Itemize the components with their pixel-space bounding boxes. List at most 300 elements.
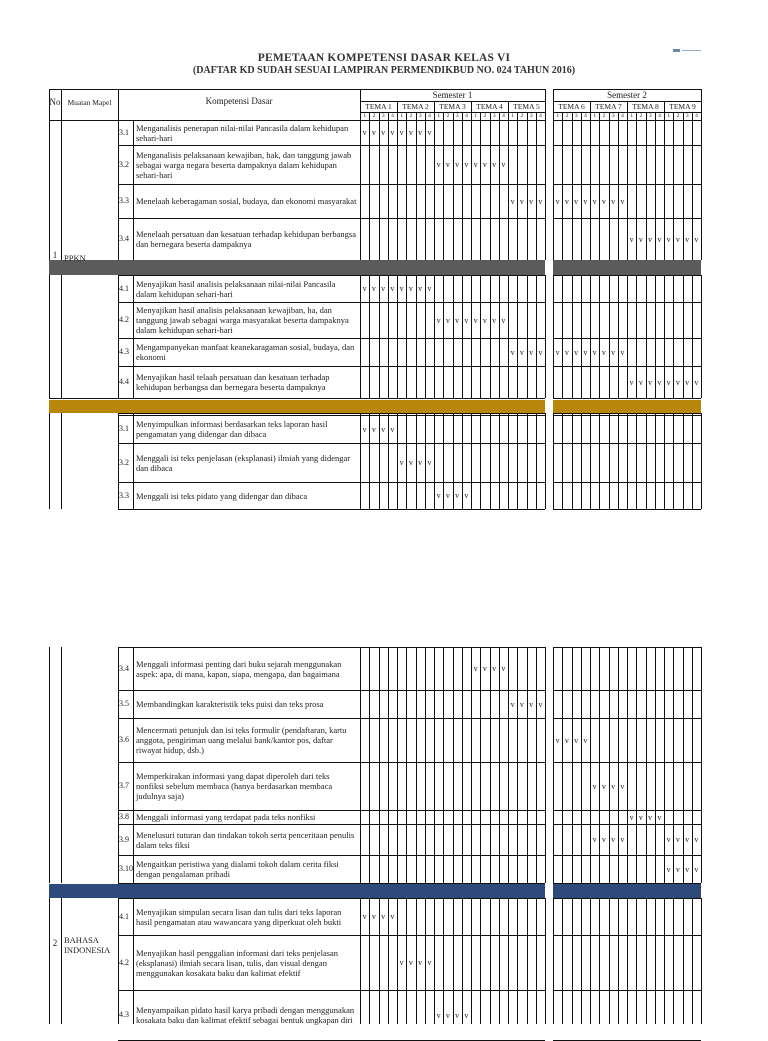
week-mark: v: [399, 458, 404, 467]
grid-line: [61, 647, 62, 883]
row-line: [553, 302, 701, 303]
grid-line: [443, 647, 444, 883]
week-number: 4: [658, 113, 661, 119]
grid-line: [536, 275, 537, 398]
week-mark: v: [381, 284, 386, 293]
grid-line: [379, 120, 380, 260]
week-mark: v: [601, 196, 606, 206]
page-subtitle: (DAFTAR KD SUDAH SESUAI LAMPIRAN PERMENDIKBUD NO. 024 TAHUN 2016): [192, 65, 576, 76]
week-mark: v: [620, 781, 625, 791]
separator-gap: [545, 260, 553, 275]
week-number: 4: [465, 113, 468, 119]
week-number: 4: [539, 113, 542, 119]
grid-line: [581, 413, 582, 509]
grid-line: [618, 647, 619, 883]
grid-line: [599, 275, 600, 398]
kd-description: Menyampaikan pidato hasil karya pribadi dengan menggunakan kosakata baku dan kalimat efektif sebagai bentuk ungkapan diri: [136, 1005, 355, 1025]
grid-line: [609, 275, 610, 398]
grid-line: [490, 275, 491, 398]
row-line: [553, 509, 701, 510]
week-mark: v: [427, 958, 432, 967]
week-number: 4: [584, 113, 587, 119]
week-mark: v: [510, 347, 515, 357]
grid-line: [599, 647, 600, 883]
grid-line: [462, 898, 463, 1024]
week-number: 1: [437, 113, 440, 119]
grid-line: [545, 413, 546, 509]
kd-code: 4.1: [119, 283, 129, 293]
week-number: 1: [667, 113, 670, 119]
kd-description: Mengampanyekan manfaat keanekaragaman sosial, budaya, dan ekonomi: [136, 342, 355, 362]
row-line: [118, 509, 545, 510]
week-mark: v: [390, 912, 395, 921]
week-number: 4: [502, 113, 505, 119]
week-number: 2: [446, 113, 450, 119]
week-mark: v: [501, 160, 506, 169]
week-mark: v: [648, 812, 653, 822]
col-header-kd: Kompetensi Dasar: [205, 96, 273, 106]
grid-line: [379, 647, 380, 883]
grid-line: [61, 413, 62, 509]
grid-line: [692, 413, 693, 509]
header-line: [553, 112, 554, 120]
grid-line: [527, 413, 528, 509]
week-mark: v: [482, 160, 487, 169]
week-mark: v: [529, 347, 534, 357]
week-number: 3: [685, 113, 689, 119]
kd-description: Menelusuri tuturan dan tindakan tokoh serta penceritaan penulis dalam teks fiksi: [136, 829, 355, 850]
week-mark: v: [620, 347, 625, 357]
grid-line: [599, 898, 600, 1024]
grid-line: [508, 898, 509, 1024]
week-number: 2: [676, 113, 680, 119]
grid-line: [683, 413, 684, 509]
header-line: [692, 112, 693, 120]
header-line: [664, 112, 665, 120]
tema-header: TEMA 1: [365, 102, 392, 111]
section-separator: [49, 260, 701, 275]
week-mark: v: [510, 699, 515, 709]
grid-line: [636, 647, 637, 883]
week-mark: v: [529, 699, 534, 709]
week-mark: v: [510, 196, 515, 206]
grid-line: [655, 898, 656, 1024]
row-line: [553, 145, 701, 146]
week-mark: v: [611, 835, 616, 844]
header-line: [388, 112, 389, 120]
grid-line: [701, 413, 702, 509]
row-line: [118, 413, 545, 414]
grid-line: [49, 647, 50, 883]
week-mark: v: [611, 347, 616, 357]
kd-code: 3.5: [119, 699, 129, 708]
grid-line: [536, 898, 537, 1024]
grid-line: [545, 275, 546, 398]
week-number: 3: [529, 113, 533, 119]
subject-number: 2: [52, 938, 58, 948]
header-line: [508, 112, 509, 120]
week-mark: v: [675, 835, 680, 844]
kd-description: Menyajikan hasil telaah persatuan dan kesatuan terhadap kehidupan berbangsa dan bernegara beserta dampaknya: [136, 372, 330, 392]
grid-line: [517, 413, 518, 509]
row-line: [49, 398, 545, 399]
week-number: 4: [391, 113, 394, 119]
row-line: [553, 810, 701, 811]
grid-line: [397, 120, 398, 260]
row-line: [553, 366, 701, 367]
grid-line: [673, 413, 674, 509]
week-mark: v: [390, 284, 395, 293]
week-mark: v: [666, 864, 671, 874]
section-separator: [49, 884, 701, 898]
grid-line: [562, 647, 563, 883]
row-line: [553, 718, 701, 719]
week-mark: v: [362, 284, 367, 293]
row-line: [553, 218, 701, 219]
row-line: [553, 184, 701, 185]
subject-separator: [49, 400, 701, 413]
grid-line: [618, 120, 619, 260]
week-mark: v: [408, 128, 413, 137]
grid-line: [553, 898, 554, 1024]
grid-line: [471, 275, 472, 398]
grid-line: [61, 275, 62, 398]
grid-line: [618, 898, 619, 1024]
week-number: 3: [418, 113, 422, 119]
week-mark: v: [371, 912, 376, 921]
header-line: [434, 101, 435, 112]
week-number: 3: [381, 113, 385, 119]
grid-line: [416, 120, 417, 260]
kd-description: Menggali isi teks penjelasan (eksplanasi) ilmiah yang didengar dan dibaca: [136, 452, 351, 473]
kd-description: Membandingkan karakteristik teks puisi dan teks prosa: [136, 699, 324, 709]
kd-code: 3.8: [119, 812, 129, 821]
week-mark: v: [694, 864, 699, 874]
grid-line: [692, 898, 693, 1024]
week-mark: v: [492, 315, 497, 325]
week-mark: v: [408, 958, 413, 967]
header-line: [636, 112, 637, 120]
grid-line: [618, 275, 619, 398]
grid-line: [480, 120, 481, 260]
week-mark: v: [427, 284, 432, 293]
grid-line: [646, 898, 647, 1024]
week-mark: v: [601, 347, 606, 357]
grid-line: [683, 647, 684, 883]
header-line: [572, 112, 573, 120]
week-mark: v: [399, 128, 404, 137]
kd-description: Menganalisis pelaksanaan kewajiban, hak, dan tanggung jawab sebagai warga negara beserta dampaknya dalam kehidupan sehari-hari: [136, 149, 352, 180]
grid-line: [499, 275, 500, 398]
week-mark: v: [371, 128, 376, 137]
week-mark: v: [638, 812, 643, 822]
grid-line: [406, 647, 407, 883]
grid-line: [572, 647, 573, 883]
week-mark: v: [418, 128, 423, 137]
week-mark: v: [381, 912, 386, 921]
week-mark: v: [685, 864, 690, 874]
grid-line: [618, 413, 619, 509]
grid-line: [490, 413, 491, 509]
kd-description: Menyimpulkan informasi berdasarkan teks laporan hasil pengamatan yang didengar dan dibaca: [136, 419, 328, 439]
week-mark: v: [455, 315, 460, 325]
row-line: [553, 762, 701, 763]
grid-line: [453, 275, 454, 398]
grid-line: [553, 120, 554, 260]
week-mark: v: [482, 315, 487, 325]
header-line: [490, 112, 491, 120]
grid-line: [49, 275, 50, 398]
tema-header: TEMA 7: [595, 102, 622, 111]
kd-code: 3.1: [119, 424, 129, 433]
kd-description: Memperkirakan informasi yang dapat diperoleh dari teks nonfiksi sebelum membaca (hanya berdasarkan membaca judulnya saja): [136, 771, 333, 801]
grid-line: [636, 413, 637, 509]
header-line: [517, 112, 518, 120]
grid-line: [673, 647, 674, 883]
grid-line: [480, 898, 481, 1024]
grid-line: [609, 413, 610, 509]
week-mark: v: [538, 347, 543, 357]
subject-name: PPKN: [64, 253, 86, 263]
grid-line: [701, 647, 702, 883]
header-line: [627, 112, 628, 120]
week-mark: v: [629, 377, 634, 387]
header-line: [480, 112, 481, 120]
header-line: [599, 112, 600, 120]
grid-line: [49, 120, 50, 260]
week-number: 1: [511, 113, 514, 119]
grid-line: [562, 275, 563, 398]
header-line: [471, 101, 472, 112]
tema-header: TEMA 3: [439, 102, 466, 111]
header-line: [434, 112, 435, 120]
header-line: [360, 112, 361, 120]
header-line: [527, 112, 528, 120]
grid-line: [471, 898, 472, 1024]
grid-line: [406, 120, 407, 260]
week-mark: v: [492, 160, 497, 169]
grid-line: [360, 275, 361, 398]
grid-line: [425, 275, 426, 398]
header-line: [453, 112, 454, 120]
grid-line: [443, 120, 444, 260]
grid-line: [369, 120, 370, 260]
grid-line: [517, 120, 518, 260]
grid-line: [636, 898, 637, 1024]
week-mark: v: [694, 234, 699, 244]
row-line: [553, 824, 701, 825]
grid-line: [627, 413, 628, 509]
header-line: [609, 112, 610, 120]
grid-line: [655, 647, 656, 883]
week-mark: v: [620, 835, 625, 844]
tema-header: TEMA 8: [632, 102, 659, 111]
week-number: 2: [372, 113, 376, 119]
kd-code: 3.7: [119, 781, 129, 790]
grid-line: [553, 413, 554, 509]
grid-line: [627, 647, 628, 883]
week-mark: v: [399, 958, 404, 967]
grid-line: [627, 898, 628, 1024]
header-line: [471, 112, 472, 120]
grid-line: [692, 647, 693, 883]
separator-gap: [545, 400, 553, 413]
week-mark: v: [464, 491, 469, 500]
week-mark: v: [694, 377, 699, 387]
week-mark: v: [381, 424, 386, 434]
kd-code: 4.3: [119, 1010, 129, 1019]
grid-line: [434, 898, 435, 1024]
grid-line: [553, 275, 554, 398]
week-mark: v: [666, 377, 671, 387]
grid-line: [599, 120, 600, 260]
week-mark: v: [445, 491, 450, 500]
grid-line: [480, 275, 481, 398]
week-number: 1: [593, 113, 596, 119]
week-mark: v: [648, 234, 653, 244]
week-mark: v: [519, 196, 524, 206]
week-number: 1: [556, 113, 559, 119]
header-line: [508, 101, 509, 112]
header-line: [379, 112, 380, 120]
week-mark: v: [464, 1010, 469, 1020]
week-mark: v: [675, 377, 680, 387]
week-mark: v: [473, 664, 478, 673]
week-number: 2: [565, 113, 569, 119]
grid-line: [527, 898, 528, 1024]
subject-number: 1: [52, 250, 58, 260]
col-header-no: No: [49, 97, 61, 107]
grid-line: [471, 413, 472, 509]
header-line: [360, 101, 361, 112]
grid-line: [590, 413, 591, 509]
grid-line: [581, 898, 582, 1024]
header-line: [581, 112, 582, 120]
grid-line: [369, 275, 370, 398]
kd-code: 4.1: [119, 911, 129, 921]
row-line: [553, 898, 701, 899]
header-line: [545, 112, 546, 120]
kd-code: 3.10: [119, 864, 133, 873]
grid-line: [360, 647, 361, 883]
week-mark: v: [381, 128, 386, 137]
grid-line: [527, 647, 528, 883]
week-mark: v: [445, 1010, 450, 1020]
week-mark: v: [473, 160, 478, 169]
week-mark: v: [657, 234, 662, 244]
grid-line: [599, 413, 600, 509]
week-mark: v: [538, 196, 543, 206]
grid-line: [453, 120, 454, 260]
week-mark: v: [620, 196, 625, 206]
week-mark: v: [638, 234, 643, 244]
grid-line: [562, 898, 563, 1024]
kd-description: Menyajikan hasil analisis pelaksanaan kewajiban, ha, dan tanggung jawab sebagai warga masyarakat beserta dampaknya dalam kehidupan sehari-hari: [136, 305, 349, 335]
grid-line: [664, 898, 665, 1024]
grid-line: [508, 413, 509, 509]
grid-line: [590, 898, 591, 1024]
week-mark: v: [592, 196, 597, 206]
week-number: 1: [400, 113, 403, 119]
grid-line: [609, 120, 610, 260]
header-line: [499, 112, 500, 120]
grid-line: [508, 275, 509, 398]
week-mark: v: [455, 491, 460, 500]
grid-line: [462, 120, 463, 260]
grid-line: [453, 647, 454, 883]
kd-code: 3.6: [119, 735, 129, 744]
week-mark: v: [629, 234, 634, 244]
grid-line: [590, 647, 591, 883]
grid-line: [683, 898, 684, 1024]
week-mark: v: [529, 196, 534, 206]
header-line: [590, 112, 591, 120]
grid-line: [701, 120, 702, 260]
week-mark: v: [666, 234, 671, 244]
week-mark: v: [657, 812, 662, 822]
grid-line: [490, 898, 491, 1024]
semester1-header: Semester 1: [432, 90, 473, 100]
week-number: 3: [648, 113, 652, 119]
week-mark: v: [371, 424, 376, 434]
week-mark: v: [685, 234, 690, 244]
grid-line: [664, 647, 665, 883]
row-line: [553, 338, 701, 339]
week-number: 2: [483, 113, 487, 119]
week-mark: v: [427, 128, 432, 137]
week-mark: v: [492, 664, 497, 673]
header-line: [683, 112, 684, 120]
week-mark: v: [538, 699, 543, 709]
row-line: [553, 647, 701, 648]
grid-line: [527, 120, 528, 260]
week-mark: v: [501, 664, 506, 673]
grid-line: [453, 898, 454, 1024]
week-mark: v: [574, 347, 579, 357]
grid-line: [416, 647, 417, 883]
grid-line: [462, 275, 463, 398]
tema-header: TEMA 5: [513, 102, 540, 111]
tema-header: TEMA 4: [476, 102, 503, 111]
header-line: [646, 112, 647, 120]
kd-code: 3.2: [119, 457, 129, 467]
semester2-header: Semester 2: [607, 90, 647, 100]
kd-description: Menyajikan hasil analisis pelaksanaan nilai-nilai Pancasila dalam kehidupan sehari-hari: [136, 278, 336, 299]
week-mark: v: [685, 377, 690, 387]
grid-line: [527, 275, 528, 398]
grid-line: [397, 647, 398, 883]
kd-code: 3.2: [119, 159, 129, 169]
week-number: 2: [639, 113, 643, 119]
week-mark: v: [555, 196, 560, 206]
week-number: 1: [630, 113, 633, 119]
week-number: 2: [409, 113, 413, 119]
tema-header: TEMA 9: [669, 102, 696, 111]
week-mark: v: [648, 377, 653, 387]
week-mark: v: [592, 835, 597, 844]
week-mark: v: [629, 812, 634, 822]
grid-line: [536, 120, 537, 260]
grid-line: [480, 413, 481, 509]
grid-line: [553, 647, 554, 883]
row-line: [553, 935, 701, 936]
kd-description: Menyajikan simpulan secara lisan dan tulis dari teks laporan hasil pengamatan atau wawancara yang diperkuat oleh bukti: [136, 906, 342, 927]
separator-gap: [545, 884, 553, 898]
header-line: [562, 112, 563, 120]
grid-line: [369, 647, 370, 883]
grid-line: [545, 898, 546, 1024]
kd-description: Menyajikan hasil penggalian informasi dari teks penjelasan (eksplanasi) ilmiah secara lisan, tulis, dan visual dengan menggunakan kosakata baku dan kalimat efektif: [136, 947, 339, 978]
